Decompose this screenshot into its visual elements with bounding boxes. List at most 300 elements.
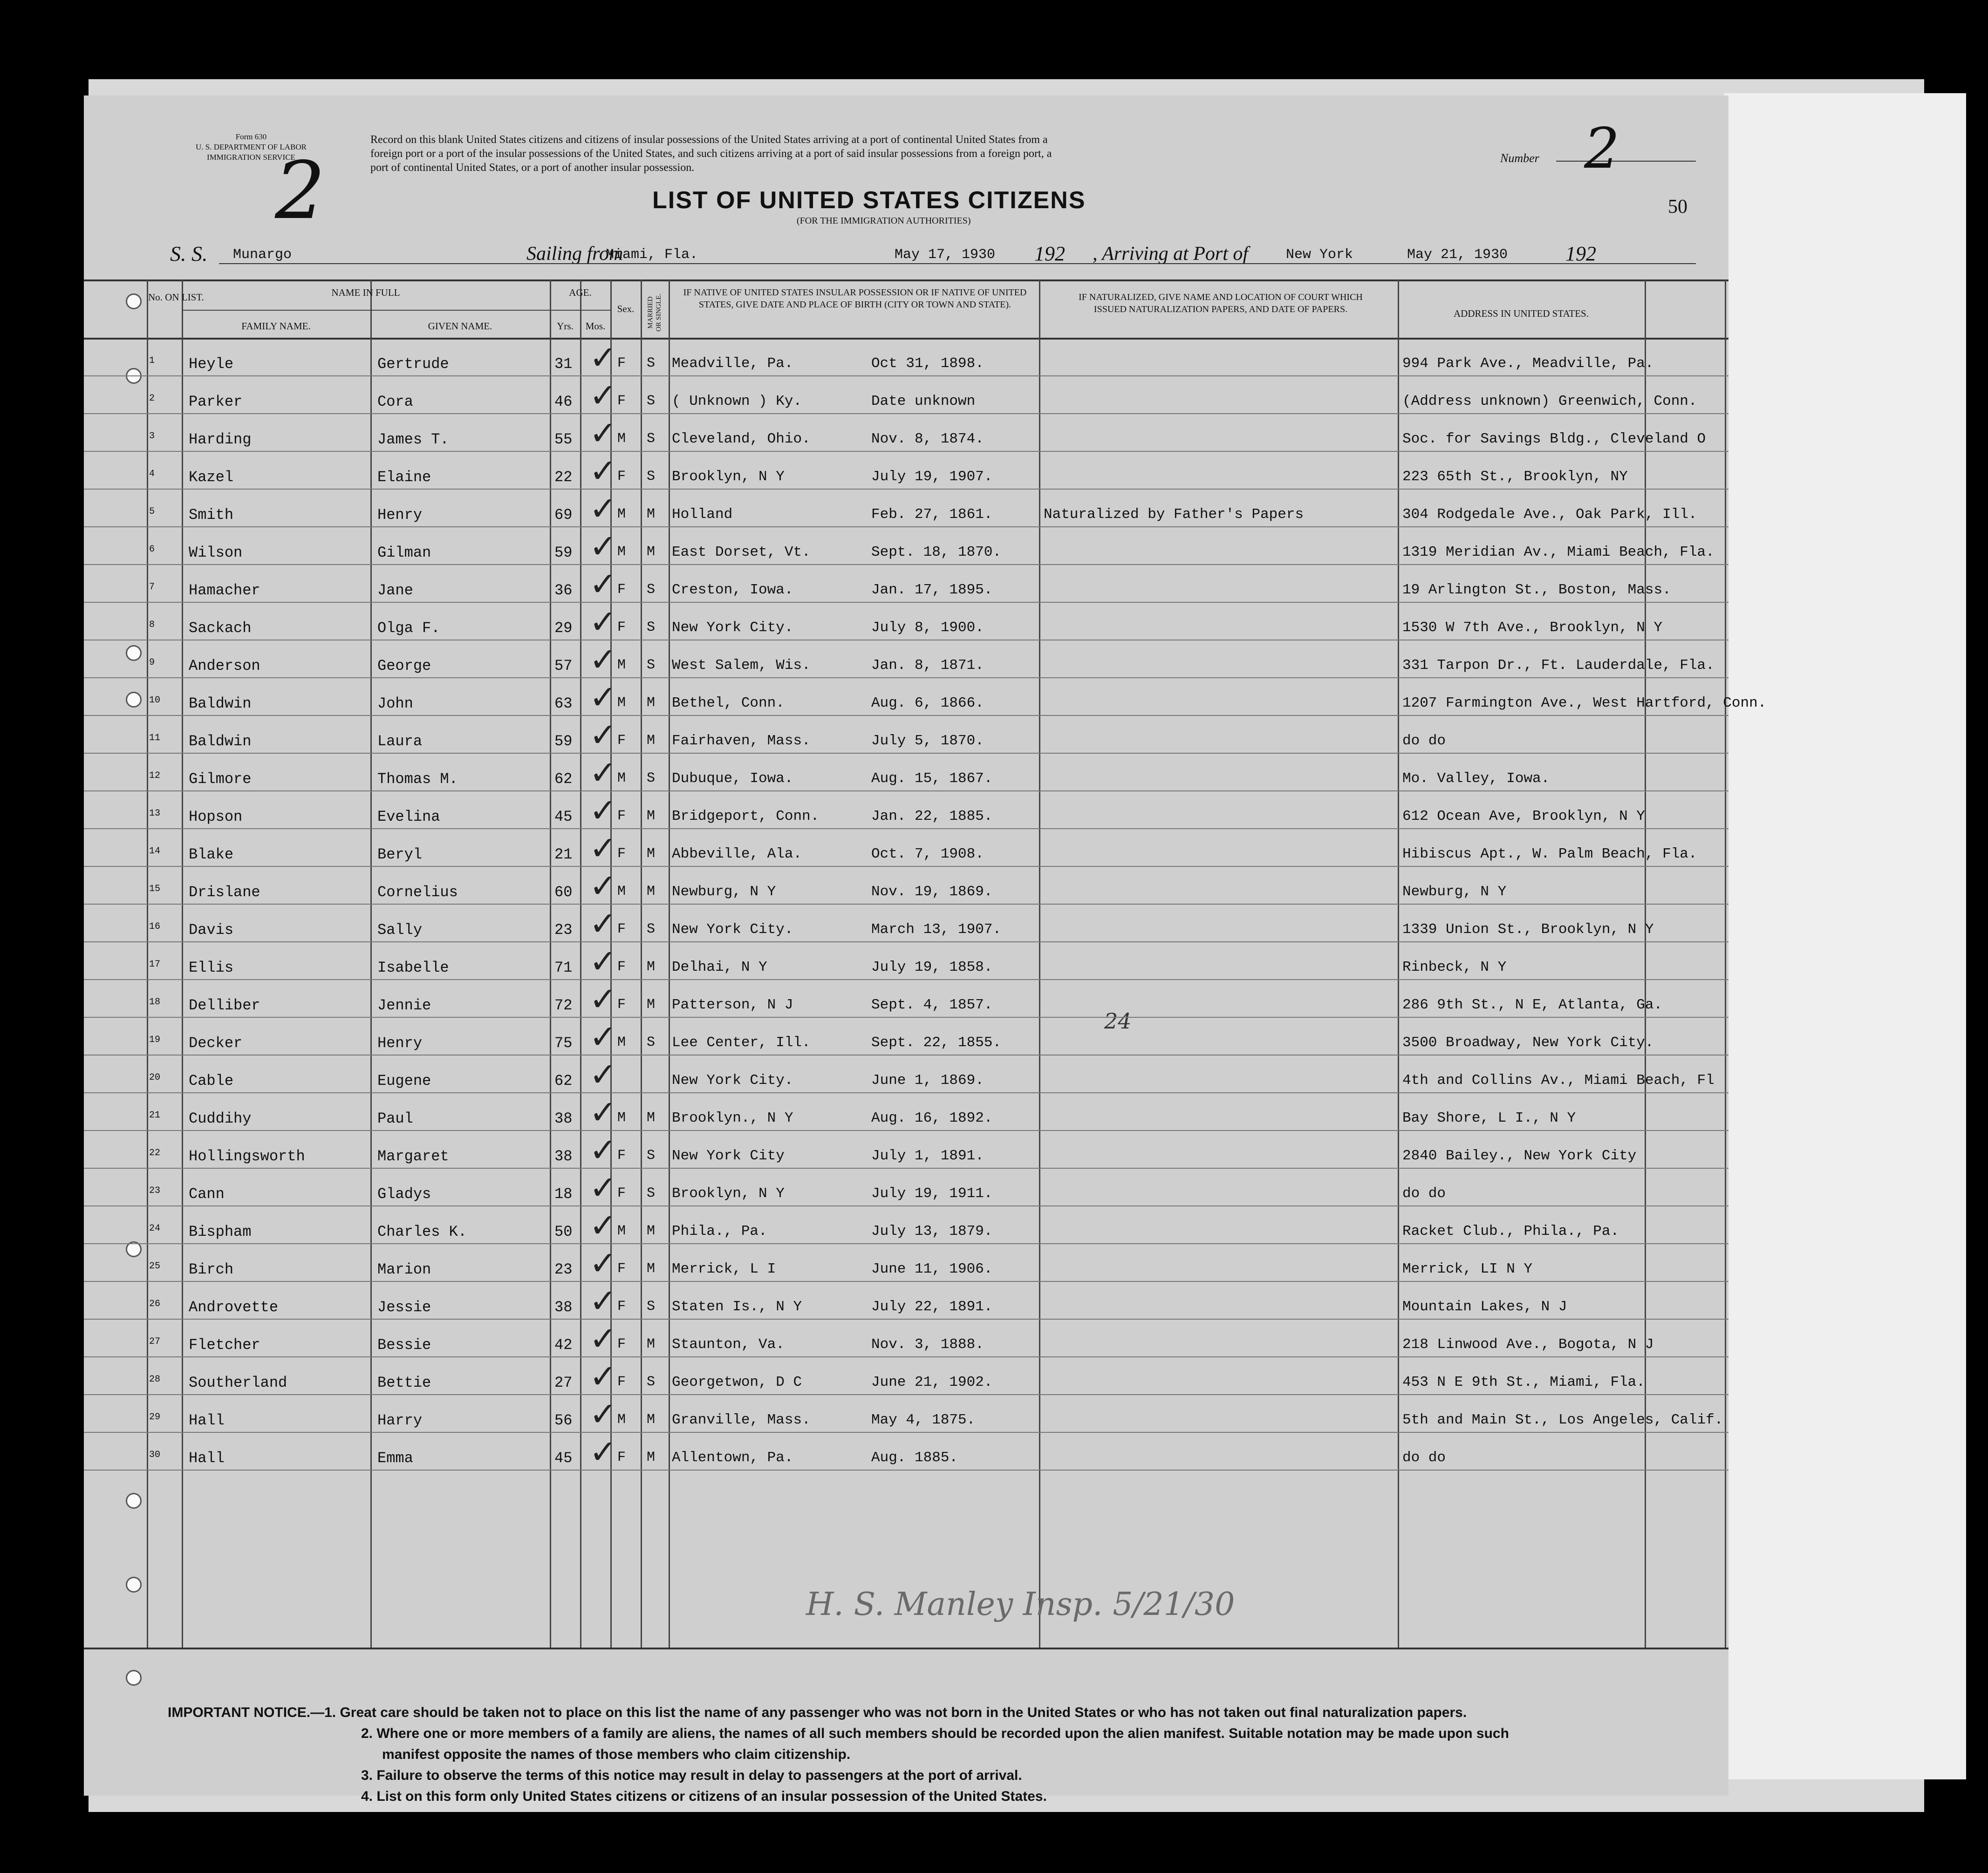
row-number: 16 xyxy=(149,921,161,932)
marital-status: S xyxy=(647,921,656,937)
family-name: Delliber xyxy=(189,997,260,1014)
given-name: Jennie xyxy=(377,997,431,1014)
address: 304 Rodgedale Ave., Oak Park, Ill. xyxy=(1402,506,1697,523)
marital-status: M xyxy=(647,1450,656,1465)
row-rule xyxy=(84,1319,1728,1320)
birth-date: May 4, 1875. xyxy=(871,1412,976,1428)
given-name: Gertrude xyxy=(377,355,449,373)
row-rule xyxy=(84,1017,1728,1018)
family-name: Harding xyxy=(189,431,252,448)
row-number: 8 xyxy=(149,620,155,630)
given-name: Laura xyxy=(377,733,423,750)
sex: M xyxy=(617,506,626,522)
birth-place: Lee Center, Ill. xyxy=(672,1035,811,1051)
age-years: 29 xyxy=(554,620,573,637)
age-years: 23 xyxy=(554,1261,573,1278)
birth-place: Granville, Mass. xyxy=(672,1412,811,1428)
birth-date: June 11, 1906. xyxy=(871,1261,993,1277)
col-rule xyxy=(550,279,551,1648)
checkmark-icon: ✓ xyxy=(589,716,617,754)
sailing-from-label: Sailing from xyxy=(526,243,623,265)
birth-place: Dubuque, Iowa. xyxy=(672,770,793,787)
age-years: 55 xyxy=(554,431,573,448)
given-name: Gladys xyxy=(377,1185,431,1203)
family-name: Baldwin xyxy=(189,695,252,712)
family-name: Hall xyxy=(189,1450,225,1467)
birth-place: Patterson, N J xyxy=(672,997,793,1013)
row-number: 21 xyxy=(149,1110,161,1121)
sex: F xyxy=(617,1336,626,1352)
birth-date: Feb. 27, 1861. xyxy=(871,506,993,523)
sex: F xyxy=(617,959,626,975)
birth-date: Aug. 1885. xyxy=(871,1450,958,1466)
birth-date: Nov. 3, 1888. xyxy=(871,1336,984,1353)
row-number: 29 xyxy=(149,1412,161,1423)
row-rule xyxy=(84,677,1728,678)
marital-status: M xyxy=(647,808,656,824)
family-name: Cable xyxy=(189,1072,234,1090)
address: 4th and Collins Av., Miami Beach, Fl xyxy=(1402,1072,1715,1089)
address: 286 9th St., N E, Atlanta, Ga. xyxy=(1402,997,1663,1013)
row-rule xyxy=(84,979,1728,980)
birth-date: Jan. 22, 1885. xyxy=(871,808,993,824)
row-number: 4 xyxy=(149,469,155,479)
checkmark-icon: ✓ xyxy=(589,376,617,415)
row-number: 23 xyxy=(149,1185,161,1196)
age-years: 27 xyxy=(554,1374,573,1391)
row-number: 17 xyxy=(149,959,161,970)
family-name: Smith xyxy=(189,506,234,524)
row-number: 24 xyxy=(149,1223,161,1234)
checkmark-icon: ✓ xyxy=(589,339,617,377)
row-number: 3 xyxy=(149,431,155,442)
family-name: Hopson xyxy=(189,808,243,825)
birth-place: New York City. xyxy=(672,921,793,938)
checkmark-icon: ✓ xyxy=(589,942,617,981)
birth-date: Oct 31, 1898. xyxy=(871,355,984,372)
checkmark-icon: ✓ xyxy=(589,640,617,679)
sex: F xyxy=(617,620,626,635)
family-name: Cann xyxy=(189,1185,225,1203)
instruction-line-1: Record on this blank United States citizens and citizens of insular possessions of the United States arriving at a port of continental United States from a xyxy=(370,134,1048,146)
birth-place: New York City. xyxy=(672,1072,793,1089)
given-name: Henry xyxy=(377,1035,423,1052)
year-suffix-1: 192 xyxy=(1034,242,1065,265)
sex: F xyxy=(617,1450,626,1465)
marital-status: M xyxy=(647,733,656,749)
checkmark-icon: ✓ xyxy=(589,1131,617,1169)
checkmark-icon: ✓ xyxy=(589,1018,617,1056)
given-name: Jessie xyxy=(377,1299,431,1316)
row-rule xyxy=(84,1470,1728,1471)
family-name: Kazel xyxy=(189,469,234,486)
family-name: Decker xyxy=(189,1035,243,1052)
given-name: Harry xyxy=(377,1412,423,1429)
row-number: 7 xyxy=(149,582,155,593)
sex: F xyxy=(617,1148,626,1164)
address: 3500 Broadway, New York City. xyxy=(1402,1035,1654,1051)
row-rule xyxy=(84,602,1728,603)
age-years: 45 xyxy=(554,1450,573,1467)
birth-place: Staten Is., N Y xyxy=(672,1299,802,1315)
punch-hole xyxy=(126,1670,142,1686)
sex: F xyxy=(617,997,626,1013)
birth-place: Merrick, L I xyxy=(672,1261,776,1277)
address: Mountain Lakes, N J xyxy=(1402,1299,1567,1315)
row-number: 19 xyxy=(149,1035,161,1045)
given-name: Margaret xyxy=(377,1148,449,1165)
given-name: Isabelle xyxy=(377,959,449,976)
address: do do xyxy=(1402,733,1446,749)
given-name: Elaine xyxy=(377,469,431,486)
row-rule xyxy=(84,715,1728,716)
age-years: 38 xyxy=(554,1110,573,1127)
header-yrs: Yrs. xyxy=(557,320,574,332)
header-married: MARRIED OR SINGLE. xyxy=(647,293,663,332)
page-number: 50 xyxy=(1668,196,1687,218)
given-name: John xyxy=(377,695,413,712)
checkmark-icon: ✓ xyxy=(589,1206,617,1245)
birth-place: Brooklyn., N Y xyxy=(672,1110,793,1126)
family-name: Cuddihy xyxy=(189,1110,252,1127)
marital-status: S xyxy=(647,582,656,598)
given-name: Marion xyxy=(377,1261,431,1278)
given-name: Cornelius xyxy=(377,884,458,901)
row-number: 11 xyxy=(149,733,161,743)
checkmark-icon: ✓ xyxy=(589,490,617,528)
age-years: 60 xyxy=(554,884,573,901)
birth-place: Brooklyn, N Y xyxy=(672,469,785,485)
age-years: 23 xyxy=(554,921,573,939)
family-name: Southerland xyxy=(189,1374,287,1391)
row-rule xyxy=(84,489,1728,490)
row-number: 27 xyxy=(149,1336,161,1347)
family-name: Hollingsworth xyxy=(189,1148,305,1165)
naturalization: Naturalized by Father's Papers xyxy=(1044,506,1304,523)
header-no: No. ON LIST. xyxy=(148,292,204,303)
notice-heading xyxy=(168,1705,1467,1721)
sex: M xyxy=(617,1223,626,1239)
punch-hole xyxy=(126,293,142,309)
birth-date: Date unknown xyxy=(871,393,976,409)
notice-line-2b: manifest opposite the names of those members who claim citizenship. xyxy=(382,1747,851,1762)
sex: F xyxy=(617,846,626,862)
col-rule xyxy=(370,279,372,1648)
header-age: AGE. xyxy=(569,287,592,298)
marital-status: S xyxy=(647,620,656,635)
marital-status: S xyxy=(647,393,656,409)
address: 1339 Union St., Brooklyn, N Y xyxy=(1402,921,1654,938)
row-number: 10 xyxy=(149,695,161,706)
adjacent-sheet xyxy=(1724,93,1966,1779)
family-name: Birch xyxy=(189,1261,234,1278)
sex: F xyxy=(617,469,626,484)
family-name: Androvette xyxy=(189,1299,279,1316)
birth-place: Newburg, N Y xyxy=(672,884,776,900)
age-years: 71 xyxy=(554,959,573,976)
birth-date: Sept. 22, 1855. xyxy=(871,1035,1002,1051)
checkmark-icon: ✓ xyxy=(589,1093,617,1131)
birth-place: Delhai, N Y xyxy=(672,959,767,975)
marital-status: S xyxy=(647,1185,656,1201)
address: 1207 Farmington Ave., West Hartford, Conn. xyxy=(1402,695,1767,711)
header-birth: IF NATIVE OF UNITED STATES INSULAR POSSESSION OR IF NATIVE OF UNITED STATES, GIVE DATE AND PLACE OF BIRTH (CITY OR TOWN AND STATE). xyxy=(683,287,1027,310)
checkmark-icon: ✓ xyxy=(589,527,617,565)
given-name: Gilman xyxy=(377,544,431,561)
family-name: Anderson xyxy=(189,657,260,674)
row-number: 13 xyxy=(149,808,161,819)
family-name: Hamacher xyxy=(189,582,260,599)
birth-place: Creston, Iowa. xyxy=(672,582,793,598)
checkmark-icon: ✓ xyxy=(589,791,617,830)
age-years: 36 xyxy=(554,582,573,599)
given-name: Charles K. xyxy=(377,1223,467,1240)
given-name: Jane xyxy=(377,582,413,599)
age-years: 46 xyxy=(554,393,573,410)
marital-status: M xyxy=(647,544,656,560)
marital-status: M xyxy=(647,1110,656,1126)
col-rule xyxy=(1398,279,1399,1648)
sailing-from-port: Miami, Fla. xyxy=(606,247,698,263)
number-label: Number xyxy=(1500,151,1539,165)
row-rule xyxy=(84,828,1728,829)
marital-status: S xyxy=(647,657,656,673)
address: 612 Ocean Ave, Brooklyn, N Y xyxy=(1402,808,1645,824)
header-mos: Mos. xyxy=(585,320,606,332)
birth-place: East Dorset, Vt. xyxy=(672,544,811,560)
birth-place: Cleveland, Ohio. xyxy=(672,431,811,447)
birth-date: Sept. 18, 1870. xyxy=(871,544,1002,560)
header-naturalized: IF NATURALIZED, GIVE NAME AND LOCATION OF COURT WHICH ISSUED NATURALIZATION PAPERS, AND DATE OF PAPERS. xyxy=(1079,292,1363,314)
row-number: 30 xyxy=(149,1450,161,1460)
sex: M xyxy=(617,695,626,711)
marital-status: M xyxy=(647,1336,656,1352)
family-name: Fletcher xyxy=(189,1336,260,1354)
row-rule xyxy=(84,1130,1728,1131)
checkmark-icon: ✓ xyxy=(589,1320,617,1358)
age-years: 45 xyxy=(554,808,573,825)
row-number: 26 xyxy=(149,1299,161,1309)
age-years: 31 xyxy=(554,355,573,373)
notice-line-4: 4. List on this form only United States citizens or citizens of an insular possession of the United States. xyxy=(361,1789,1047,1804)
row-number: 5 xyxy=(149,506,155,517)
punch-hole xyxy=(126,692,142,708)
age-years: 21 xyxy=(554,846,573,863)
family-name: Drislane xyxy=(189,884,260,901)
birth-date: Aug. 15, 1867. xyxy=(871,770,993,787)
instruction-line-3: port of continental United States, or a port of another insular possession. xyxy=(370,162,695,174)
birth-date: Aug. 6, 1866. xyxy=(871,695,984,711)
notice-line-1: —1. Great care should be taken not to place on this list the name of any passenger who was not born in the United States or who has not taken out final naturalization papers. xyxy=(310,1705,1467,1720)
sex: F xyxy=(617,355,626,371)
birth-place: New York City. xyxy=(672,620,793,636)
address: 19 Arlington St., Boston, Mass. xyxy=(1402,582,1671,598)
instruction-line-2: foreign port or a port of the insular possessions of the United States, and such citizens arriving at a port of said insular possessions from a foreign port, a xyxy=(370,148,1052,160)
table-bottom-rule xyxy=(84,1648,1728,1649)
row-number: 14 xyxy=(149,846,161,857)
birth-date: July 19, 1858. xyxy=(871,959,993,975)
address: 5th and Main St., Los Angeles, Calif. xyxy=(1402,1412,1723,1428)
birth-place: New York City xyxy=(672,1148,785,1164)
birth-place: Allentown, Pa. xyxy=(672,1450,793,1466)
age-years: 69 xyxy=(554,506,573,524)
row-rule xyxy=(84,1168,1728,1169)
row-rule xyxy=(84,753,1728,754)
address: Bay Shore, L I., N Y xyxy=(1402,1110,1576,1126)
checkmark-icon: ✓ xyxy=(589,1244,617,1282)
age-years: 75 xyxy=(554,1035,573,1052)
arriving-label: , Arriving at Port of xyxy=(1093,243,1249,265)
handwritten-number: 2 xyxy=(275,145,326,237)
col-rule xyxy=(1039,279,1040,1648)
address: Newburg, N Y xyxy=(1402,884,1507,900)
birth-place: Staunton, Va. xyxy=(672,1336,785,1353)
sex: M xyxy=(617,884,626,899)
col-rule xyxy=(147,279,148,1648)
family-name: Ellis xyxy=(189,959,234,976)
birth-place: Bethel, Conn. xyxy=(672,695,785,711)
row-number: 20 xyxy=(149,1072,161,1083)
page-title: LIST OF UNITED STATES CITIZENS xyxy=(652,187,1086,214)
age-years: 42 xyxy=(554,1336,573,1354)
age-years: 62 xyxy=(554,770,573,788)
birth-place: Georgetwon, D C xyxy=(672,1374,802,1390)
notice-line-2: 2. Where one or more members of a family are aliens, the names of all such members should be recorded upon the alien manifest. Suitable notation may be made upon such xyxy=(361,1726,1509,1741)
checkmark-icon: ✓ xyxy=(589,1282,617,1320)
col-rule xyxy=(1645,279,1646,1648)
row-number: 12 xyxy=(149,770,161,781)
birth-date: Sept. 4, 1857. xyxy=(871,997,993,1013)
sex: F xyxy=(617,921,626,937)
row-number: 28 xyxy=(149,1374,161,1385)
row-rule xyxy=(84,866,1728,867)
birth-place: West Salem, Wis. xyxy=(672,657,811,674)
given-name: Beryl xyxy=(377,846,423,863)
row-number: 25 xyxy=(149,1261,161,1272)
sex: M xyxy=(617,431,626,447)
header-sex: Sex. xyxy=(617,303,635,314)
birth-date: July 19, 1907. xyxy=(871,469,993,485)
birth-date: Oct. 7, 1908. xyxy=(871,846,984,862)
age-years: 62 xyxy=(554,1072,573,1090)
birth-place: Holland xyxy=(672,506,733,523)
checkmark-icon: ✓ xyxy=(589,603,617,641)
sex: F xyxy=(617,808,626,824)
birth-date: July 13, 1879. xyxy=(871,1223,993,1240)
col-rule xyxy=(669,279,670,1648)
marital-status: S xyxy=(647,469,656,484)
birth-place: Phila., Pa. xyxy=(672,1223,767,1240)
notice-heading-text: IMPORTANT NOTICE. xyxy=(168,1705,311,1720)
punch-hole xyxy=(126,645,142,661)
age-years: 57 xyxy=(554,657,573,674)
sailing-date: May 17, 1930 xyxy=(895,247,996,263)
given-name: Emma xyxy=(377,1450,413,1467)
year-suffix-2: 192 xyxy=(1565,242,1596,265)
marital-status: M xyxy=(647,959,656,975)
birth-date: March 13, 1907. xyxy=(871,921,1002,938)
header-subrule xyxy=(182,310,550,311)
marital-status: S xyxy=(647,1374,656,1390)
checkmark-icon: ✓ xyxy=(589,1357,617,1396)
address: Racket Club., Phila., Pa. xyxy=(1402,1223,1619,1240)
row-number: 15 xyxy=(149,884,161,894)
service: IMMIGRATION SERVICE xyxy=(207,153,295,162)
row-rule xyxy=(84,1055,1728,1056)
given-name: Evelina xyxy=(377,808,440,825)
row-rule xyxy=(84,526,1728,527)
birth-date: June 21, 1902. xyxy=(871,1374,993,1390)
checkmark-icon: ✓ xyxy=(589,905,617,943)
family-name: Davis xyxy=(189,921,234,939)
row-rule xyxy=(84,1394,1728,1395)
checkmark-icon: ✓ xyxy=(589,452,617,490)
arriving-date: May 21, 1930 xyxy=(1407,247,1508,263)
sex: F xyxy=(617,1261,626,1277)
birth-date: Jan. 8, 1871. xyxy=(871,657,984,674)
age-years: 63 xyxy=(554,695,573,712)
header-bottom-rule xyxy=(84,338,1728,340)
header-given-name: GIVEN NAME. xyxy=(428,320,492,332)
address: 218 Linwood Ave., Bogota, N J xyxy=(1402,1336,1654,1353)
address: 223 65th St., Brooklyn, NY xyxy=(1402,469,1628,485)
family-name: Hall xyxy=(189,1412,225,1429)
address: (Address unknown) Greenwich, Conn. xyxy=(1402,393,1697,409)
sex: F xyxy=(617,1185,626,1201)
given-name: Bettie xyxy=(377,1374,431,1391)
age-years: 22 xyxy=(554,469,573,486)
given-name: Paul xyxy=(377,1110,413,1127)
checkmark-icon: ✓ xyxy=(589,980,617,1018)
birth-place: ( Unknown ) Ky. xyxy=(672,393,802,409)
address: 331 Tarpon Dr., Ft. Lauderdale, Fla. xyxy=(1402,657,1715,674)
checkmark-icon: ✓ xyxy=(589,1433,617,1471)
stray-mark: 24 xyxy=(1104,1008,1132,1034)
address: Mo. Valley, Iowa. xyxy=(1402,770,1550,787)
age-years: 18 xyxy=(554,1185,573,1203)
row-rule xyxy=(84,1281,1728,1282)
checkmark-icon: ✓ xyxy=(589,867,617,905)
birth-place: Brooklyn, N Y xyxy=(672,1185,785,1202)
marital-status: S xyxy=(647,431,656,447)
address: 1530 W 7th Ave., Brooklyn, N Y xyxy=(1402,620,1663,636)
punch-hole xyxy=(126,1493,142,1509)
marital-status: S xyxy=(647,1148,656,1164)
notice-line-3: 3. Failure to observe the terms of this notice may result in delay to passengers at the port of arrival. xyxy=(361,1768,1022,1783)
sex: F xyxy=(617,1374,626,1390)
form-number: Form 630 xyxy=(235,132,267,141)
birth-date: July 8, 1900. xyxy=(871,620,984,636)
marital-status: S xyxy=(647,1299,656,1315)
row-rule xyxy=(84,413,1728,414)
punch-hole xyxy=(126,1577,142,1593)
given-name: Olga F. xyxy=(377,620,440,637)
row-rule xyxy=(84,1243,1728,1244)
age-years: 38 xyxy=(554,1299,573,1316)
col-rule xyxy=(641,279,642,1648)
given-name: George xyxy=(377,657,431,674)
col-rule xyxy=(580,279,581,1648)
checkmark-icon: ✓ xyxy=(589,678,617,716)
family-name: Baldwin xyxy=(189,733,252,750)
address: 453 N E 9th St., Miami, Fla. xyxy=(1402,1374,1645,1390)
given-name: Sally xyxy=(377,921,423,939)
age-years: 59 xyxy=(554,544,573,561)
header-family-name: FAMILY NAME. xyxy=(241,320,311,332)
age-years: 59 xyxy=(554,733,573,750)
col-rule xyxy=(182,279,183,1648)
sex: F xyxy=(617,733,626,749)
